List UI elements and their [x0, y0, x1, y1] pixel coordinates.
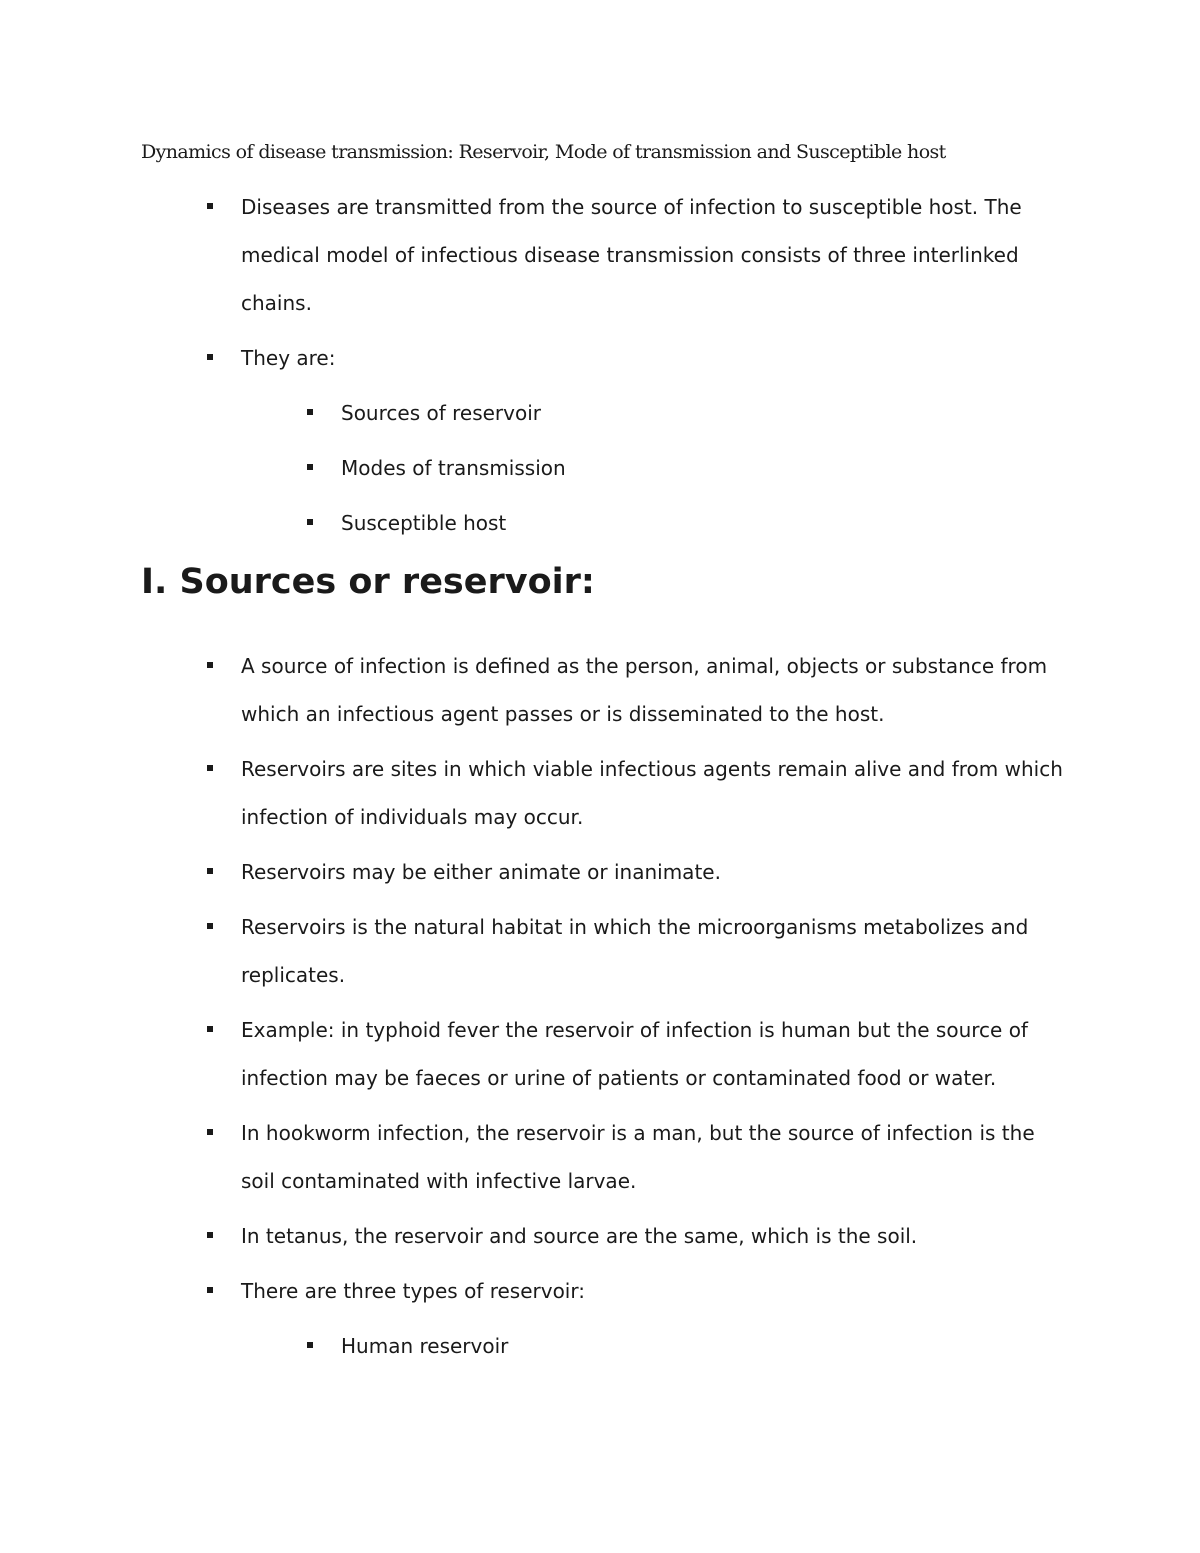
sub-list-item-text: Modes of transmission: [341, 456, 566, 480]
list-item-text: Reservoirs are sites in which viable infectious agents remain alive and from which infection of individuals may occur.: [241, 757, 1063, 829]
bullet-icon: [207, 1232, 213, 1238]
sub-list-item: [341, 389, 1041, 437]
bullet-icon: [207, 1026, 213, 1032]
sub-list-item-text: Human reservoir: [341, 1334, 509, 1358]
bullet-icon: [207, 203, 213, 209]
sub-list-item-text: Sources of reservoir: [341, 401, 541, 425]
list-item-text: There are three types of reservoir:: [241, 1279, 585, 1303]
list-item-text: They are:: [241, 346, 336, 370]
bullet-icon: [207, 1287, 213, 1293]
bullet-icon: [207, 765, 213, 771]
list-item: [241, 183, 1071, 327]
list-item: [241, 1267, 1071, 1315]
list-item-text: In hookworm infection, the reservoir is a man, but the source of infection is the soil contaminated with infective larvae.: [241, 1121, 1035, 1193]
bullet-icon: [207, 1129, 213, 1135]
list-item-text: Reservoirs is the natural habitat in which the microorganisms metabolizes and replicates.: [241, 915, 1029, 987]
sub-list-item-text: Susceptible host: [341, 511, 507, 535]
bullet-icon: [307, 409, 313, 415]
list-item: [241, 1212, 1071, 1260]
bullet-icon: [207, 923, 213, 929]
list-item-text: Example: in typhoid fever the reservoir of infection is human but the source of infection may be faeces or urine of patients or contaminated food or water.: [241, 1018, 1028, 1090]
bullet-icon: [207, 868, 213, 874]
list-item-text: A source of infection is defined as the person, animal, objects or substance from which an infectious agent passes or is disseminated to the host.: [241, 654, 1048, 726]
list-item: [241, 745, 1071, 841]
list-item: [241, 1109, 1071, 1205]
list-item-text: Diseases are transmitted from the source of infection to susceptible host. The medical model of infectious disease transmission consists of three interlinked chains.: [241, 195, 1022, 315]
bullet-icon: [207, 354, 213, 360]
bullet-icon: [207, 662, 213, 668]
sub-list-item: [341, 499, 1041, 547]
document-title: Dynamics of disease transmission: Reservoir, Mode of transmission and Susceptible host: [141, 141, 946, 163]
list-item: [241, 1006, 1071, 1102]
sub-list-item: [341, 1322, 1041, 1370]
list-item-text: Reservoirs may be either animate or inanimate.: [241, 860, 721, 884]
list-item: [241, 334, 1071, 382]
sub-list-item: [341, 444, 1041, 492]
section-heading: I. Sources or reservoir:: [141, 562, 595, 602]
bullet-icon: [307, 519, 313, 525]
bullet-icon: [307, 464, 313, 470]
bullet-icon: [307, 1342, 313, 1348]
list-item-text: In tetanus, the reservoir and source are the same, which is the soil.: [241, 1224, 918, 1248]
list-item: [241, 642, 1071, 738]
list-item: [241, 903, 1071, 999]
list-item: [241, 848, 1071, 896]
